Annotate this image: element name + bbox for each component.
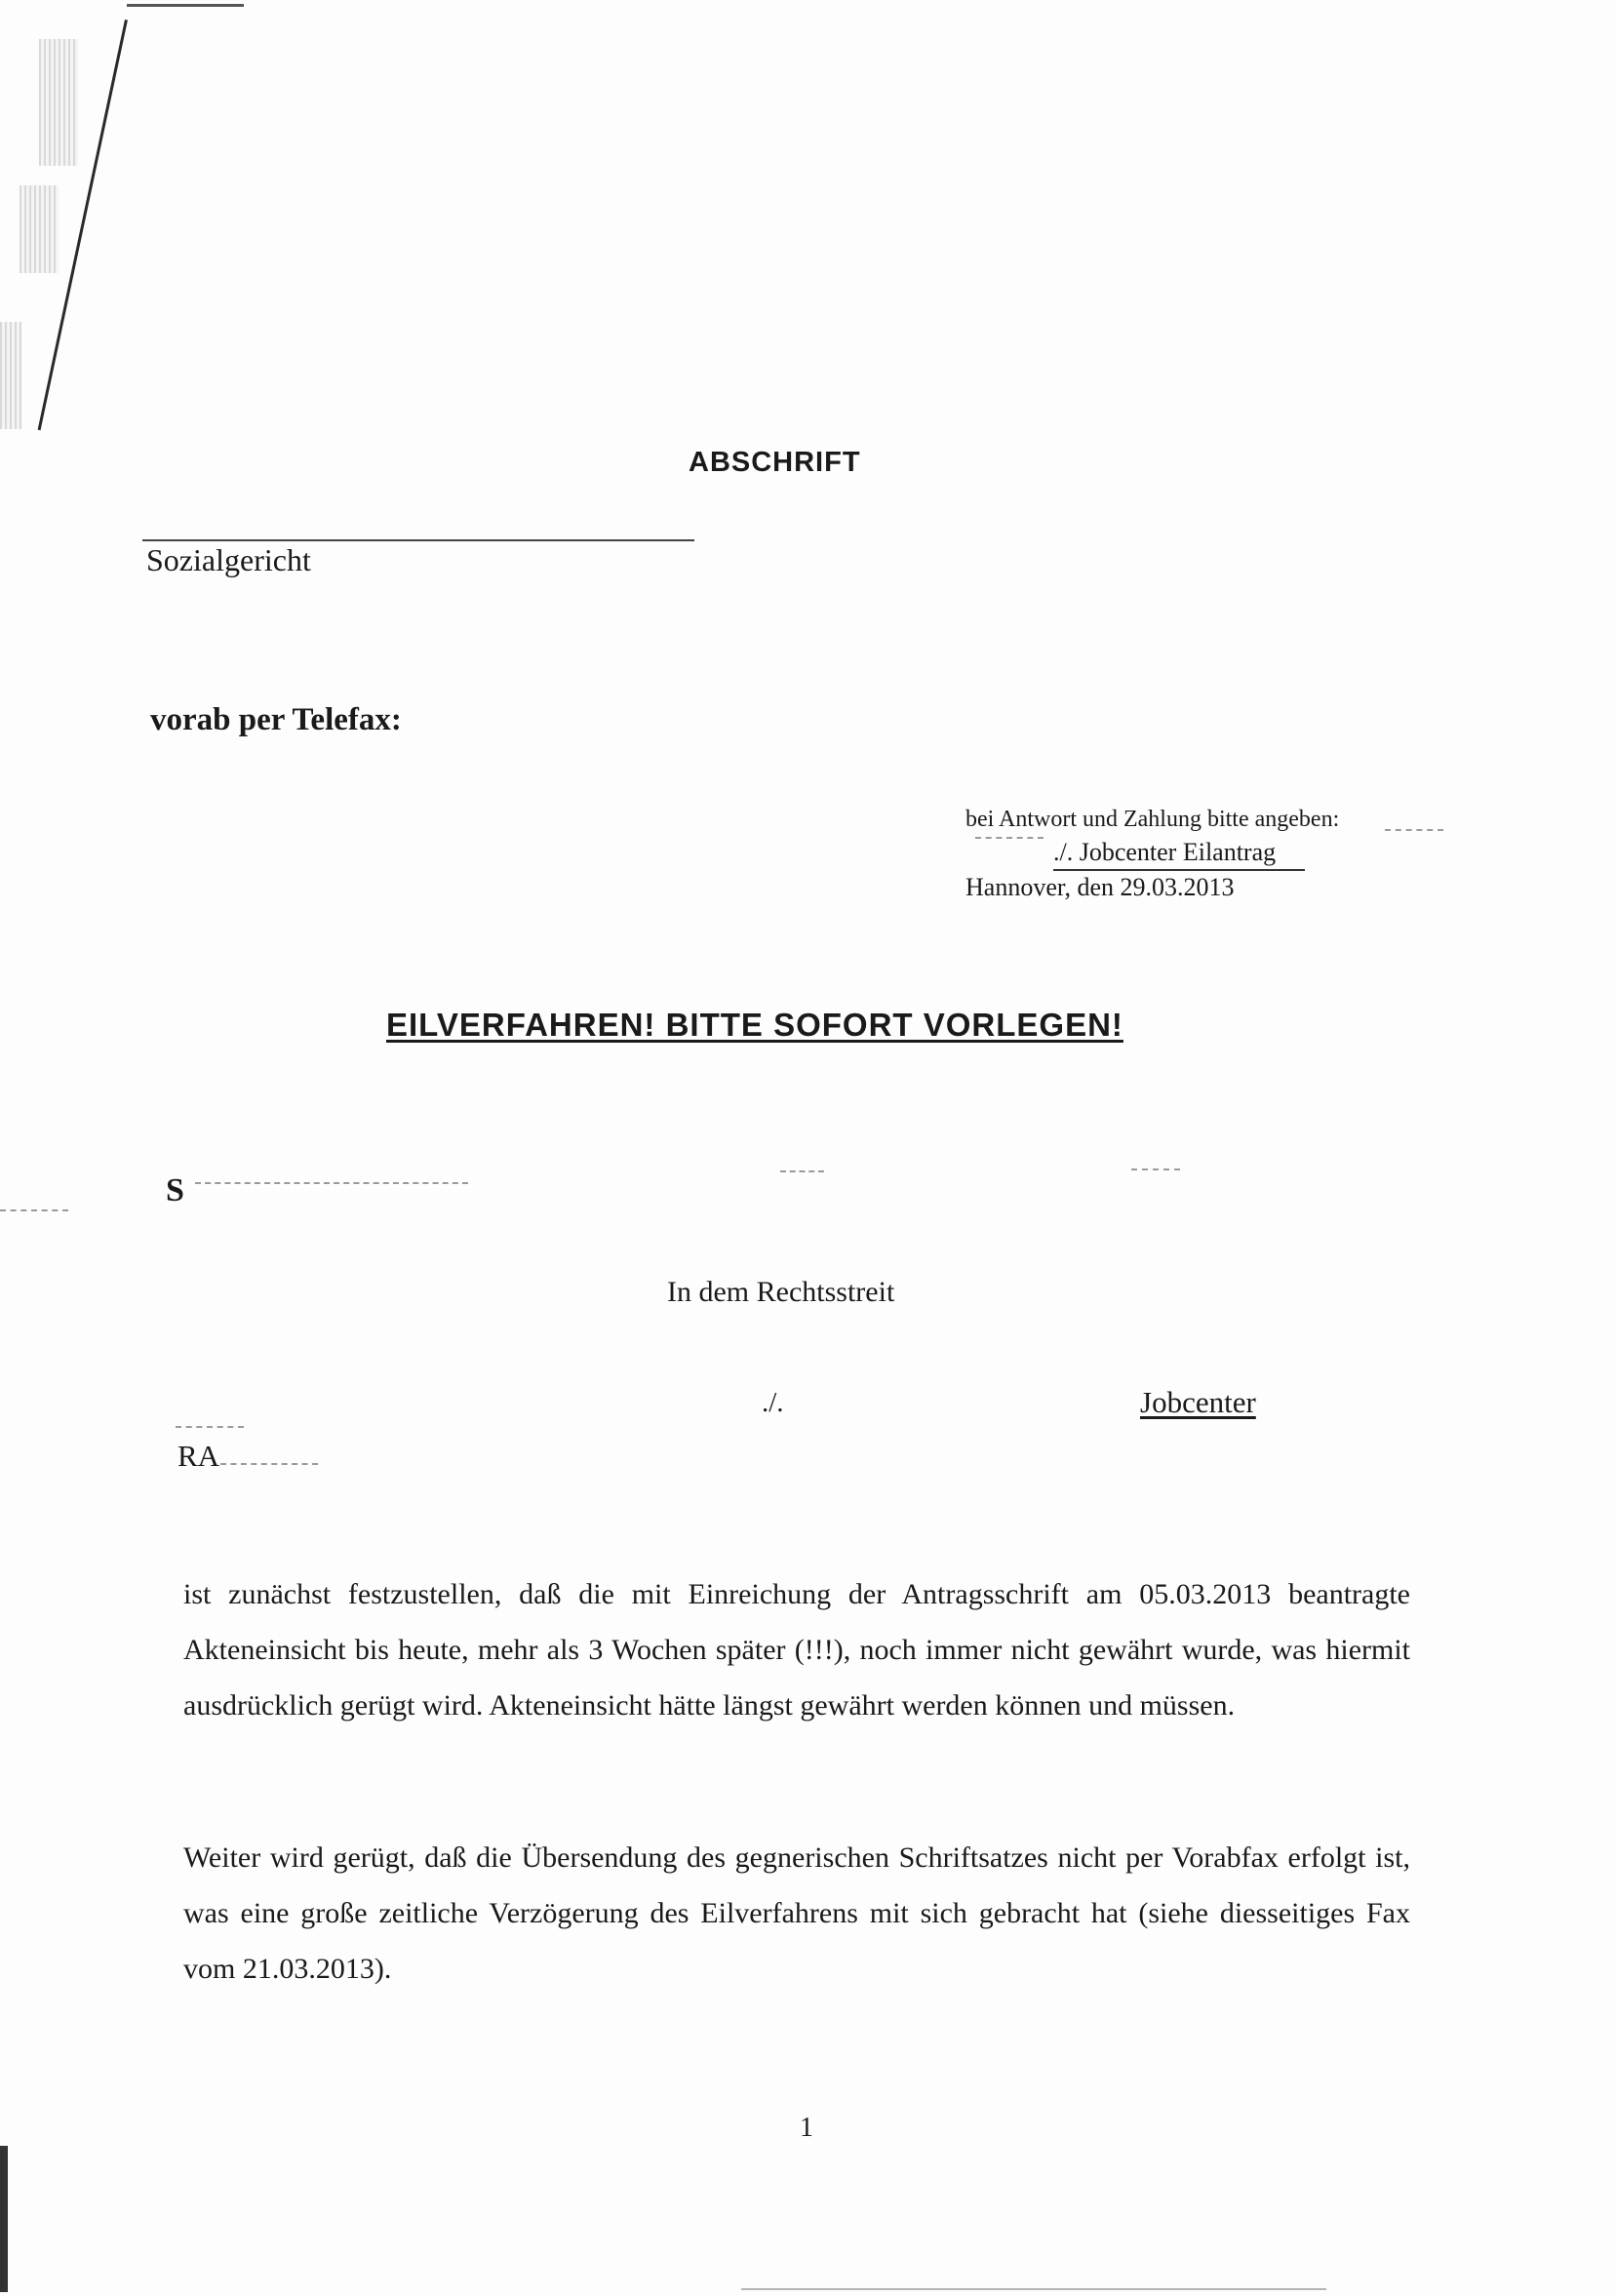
scan-edge-shade (20, 185, 59, 273)
scan-bottom-left-edge (0, 2146, 8, 2292)
redaction-mark (0, 1209, 68, 1211)
redaction-mark (780, 1170, 824, 1172)
defendant-name: Jobcenter (1140, 1385, 1256, 1419)
counsel-label: RA (177, 1439, 220, 1473)
reference-instruction: bei Antwort und Zahlung bitte angeben: (965, 807, 1340, 832)
scan-edge-shade (39, 39, 78, 166)
scan-bottom-noise (741, 2288, 1326, 2290)
court-name: Sozialgericht (146, 542, 311, 577)
court-address-rule (142, 539, 694, 541)
urgent-notice: EILVERFAHREN! BITTE SOFORT VORLEGEN! (386, 1007, 1123, 1043)
place-date: Hannover, den 29.03.2013 (965, 873, 1235, 901)
delivery-method: vorab per Telefax: (150, 702, 402, 737)
scan-top-edge (127, 4, 244, 7)
reference-block (965, 803, 1339, 904)
salutation-initial: S (166, 1172, 184, 1208)
redaction-mark (1131, 1168, 1180, 1170)
redaction-mark (220, 1463, 318, 1465)
redaction-mark (975, 837, 1044, 839)
body-paragraph: Weiter wird gerügt, daß die Übersendung des gegnerischen Schriftsatzes nicht per Vorabfax erfolgt ist, was eine große zeitliche Verzögerung des Eilverfahrens mit sich gebracht hat (siehe diesseitiges Fax vom 21.03.2013). (183, 1841, 1410, 1985)
page-number: 1 (800, 2113, 813, 2143)
body-paragraph: ist zunächst festzustellen, daß die mit Einreichung der Antragsschrift am 05.03.2013 beantragte Akteneinsicht bis heute, mehr als 3 Wochen später (!!!), noch immer nicht gewährt wurde, was hiermit ausdrücklich gerügt wird. Akteneinsicht hätte längst gewährt werden können und müssen. (183, 1578, 1410, 1722)
scan-edge-shade (0, 322, 21, 429)
party-separator: ./. (762, 1387, 784, 1418)
case-intro: In dem Rechtsstreit (667, 1276, 895, 1308)
copy-mark: ABSCHRIFT (689, 447, 861, 478)
redaction-mark (195, 1182, 468, 1184)
redaction-mark (176, 1426, 244, 1428)
redaction-mark (1385, 829, 1443, 831)
case-reference: ./. Jobcenter Eilantrag (1053, 836, 1305, 871)
